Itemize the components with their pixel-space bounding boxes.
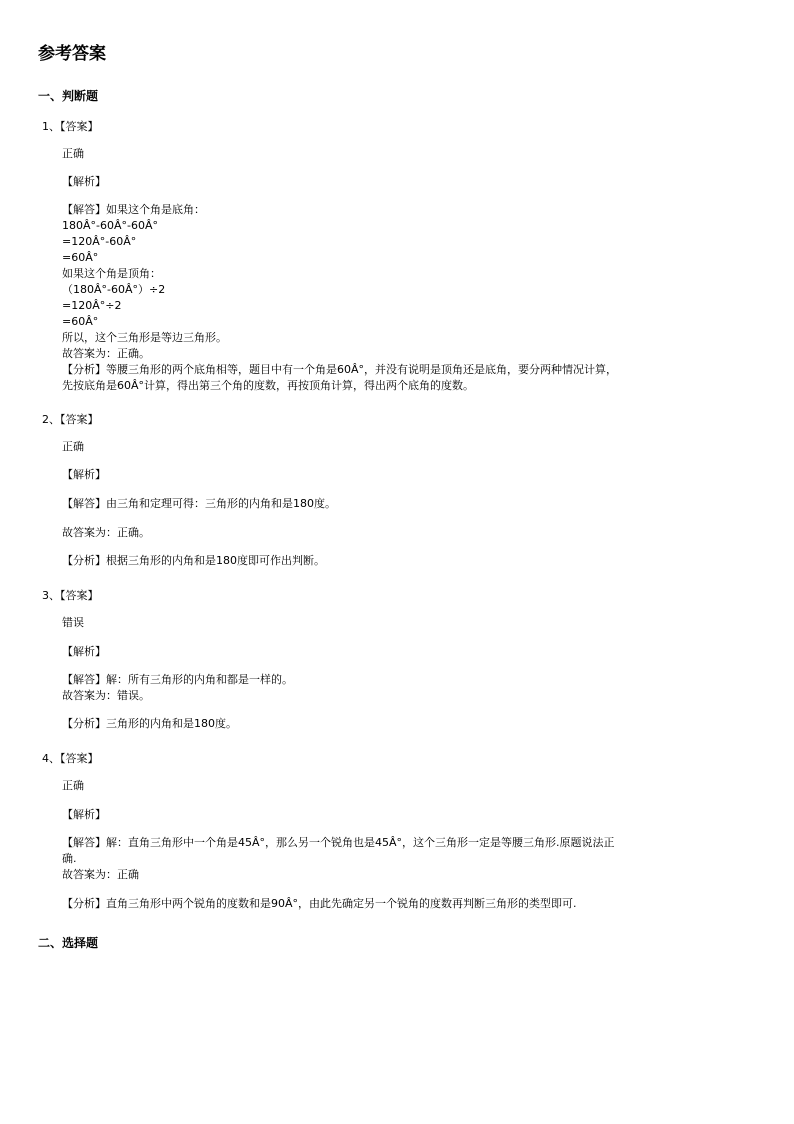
question-1-explanation-line: 【分析】等腰三角形的两个底角相等，题目中有一个角是60Â°，并没有说明是顶角还是底角，要分两种情况计算， — [62, 363, 618, 376]
question-1-explanation-line: 180Â°-60Â°-60Â° — [62, 219, 159, 232]
section-heading-multiple-choice: 二、选择题 — [38, 936, 99, 950]
page-title: 参考答案 — [38, 44, 106, 64]
question-3-analysis-label: 【解析】 — [62, 645, 106, 658]
question-3-result: 故答案为：错误。 — [62, 689, 150, 702]
question-1-explanation-line: 所以，这个三角形是等边三角形。 — [62, 331, 227, 344]
question-2-reasoning: 【分析】根据三角形的内角和是180度即可作出判断。 — [62, 554, 325, 567]
question-3-number: 3、【答案】 — [42, 589, 99, 602]
question-4-analysis-label: 【解析】 — [62, 808, 106, 821]
question-2-solution: 【解答】由三角和定理可得：三角形的内角和是180度。 — [62, 497, 336, 510]
question-1-explanation-line: 先按底角是60Â°计算，得出第三个角的度数，再按顶角计算，得出两个底角的度数。 — [62, 379, 475, 392]
question-1-explanation-line: 故答案为：正确。 — [62, 347, 150, 360]
question-2-analysis-label: 【解析】 — [62, 468, 106, 481]
question-4-result: 故答案为：正确 — [62, 868, 139, 881]
question-3-reasoning: 【分析】三角形的内角和是180度。 — [62, 717, 237, 730]
question-1-explanation-line: =120Â°-60Â° — [62, 235, 137, 248]
question-1-explanation-line: =60Â° — [62, 315, 99, 328]
question-1-answer: 正确 — [62, 147, 84, 160]
question-1-analysis-label: 【解析】 — [62, 175, 106, 188]
question-4-solution-continued: 确. — [62, 852, 77, 865]
question-4-number: 4、【答案】 — [42, 752, 99, 765]
question-1-number: 1、【答案】 — [42, 120, 99, 133]
question-4-solution: 【解答】解：直角三角形中一个角是45Â°，那么另一个锐角也是45Â°，这个三角形一定是等腰三角形.原题说法正 — [62, 836, 615, 849]
question-1-explanation-line: =60Â° — [62, 251, 99, 264]
question-2-number: 2、【答案】 — [42, 413, 99, 426]
question-3-answer: 错误 — [62, 616, 84, 629]
section-heading-true-false: 一、判断题 — [38, 89, 99, 103]
question-4-reasoning: 【分析】直角三角形中两个锐角的度数和是90Â°，由此先确定另一个锐角的度数再判断三角形的类型即可. — [62, 897, 577, 910]
question-3-solution: 【解答】解：所有三角形的内角和都是一样的。 — [62, 673, 293, 686]
question-1-explanation-line: 如果这个角是顶角： — [62, 267, 161, 280]
question-4-answer: 正确 — [62, 779, 84, 792]
question-1-explanation-line: =120Â°÷2 — [62, 299, 122, 312]
question-1-explanation-line: 【解答】如果这个角是底角： — [62, 203, 205, 216]
question-1-explanation-line: （180Â°-60Â°）÷2 — [62, 283, 166, 296]
question-2-answer: 正确 — [62, 440, 84, 453]
question-2-result: 故答案为：正确。 — [62, 526, 150, 539]
